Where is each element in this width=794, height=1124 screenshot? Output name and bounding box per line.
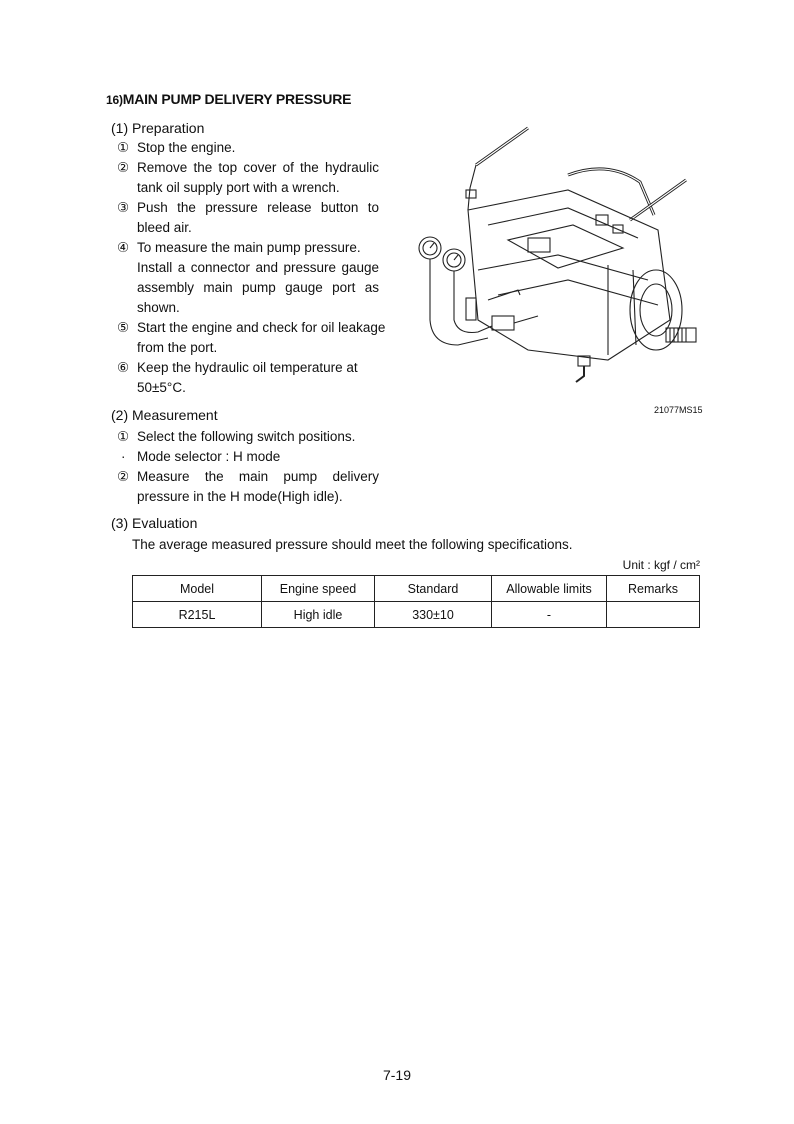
measurement-heading: (2) Measurement	[111, 407, 218, 423]
cell-allowable-limits: -	[492, 602, 607, 628]
section-title	[106, 91, 351, 107]
meas-line-2: · Mode selector : H mode	[121, 449, 281, 464]
prep-line-8: assembly main pump gauge port as	[137, 280, 379, 295]
table-header-row	[133, 576, 700, 602]
col-standard: Standard	[375, 576, 492, 602]
cell-remarks	[607, 602, 700, 628]
section-title-text: MAIN PUMP DELIVERY PRESSURE	[122, 91, 352, 107]
meas-line-1: ① Select the following switch positions.	[117, 429, 356, 444]
meas-line-4: pressure in the H mode(High idle).	[137, 489, 343, 504]
section-number: 16)	[106, 93, 123, 107]
pump-gauge-illustration	[408, 120, 708, 400]
prep-line-1: ① Stop the engine.	[117, 140, 236, 155]
evaluation-heading: (3) Evaluation	[111, 515, 198, 531]
prep-line-7: Install a connector and pressure gauge	[137, 260, 379, 275]
evaluation-text: The average measured pressure should meet the following specifications.	[132, 537, 573, 552]
cell-engine-speed: High idle	[262, 602, 375, 628]
prep-line-4: ③ Push the pressure release button to	[117, 200, 379, 215]
spec-table	[132, 575, 700, 628]
prep-line-6: ④ To measure the main pump pressure.	[117, 240, 361, 255]
meas-line-3: ② Measure the main pump delivery	[117, 469, 379, 484]
prep-line-12: ⑥ Keep the hydraulic oil temperature at	[117, 360, 358, 375]
prep-line-13: 50±5°C.	[137, 380, 186, 395]
page-number: 7-19	[382, 1067, 412, 1083]
unit-label: Unit : kgf / cm²	[622, 558, 700, 572]
col-remarks: Remarks	[607, 576, 700, 602]
table-row	[133, 602, 700, 628]
preparation-heading: (1) Preparation	[111, 120, 205, 136]
prep-line-5: bleed air.	[137, 220, 192, 235]
col-model: Model	[133, 576, 262, 602]
cell-model: R215L	[133, 602, 262, 628]
col-allowable-limits: Allowable limits	[492, 576, 607, 602]
cell-standard: 330±10	[375, 602, 492, 628]
col-engine-speed: Engine speed	[262, 576, 375, 602]
prep-line-11: from the port.	[137, 340, 218, 355]
prep-line-2: ② Remove the top cover of the hydraulic	[117, 160, 379, 175]
prep-line-9: shown.	[137, 300, 180, 315]
figure-code: 21077MS15	[654, 405, 703, 415]
prep-line-10: ⑤ Start the engine and check for oil leakage	[117, 320, 386, 335]
prep-line-3: tank oil supply port with a wrench.	[137, 180, 340, 195]
